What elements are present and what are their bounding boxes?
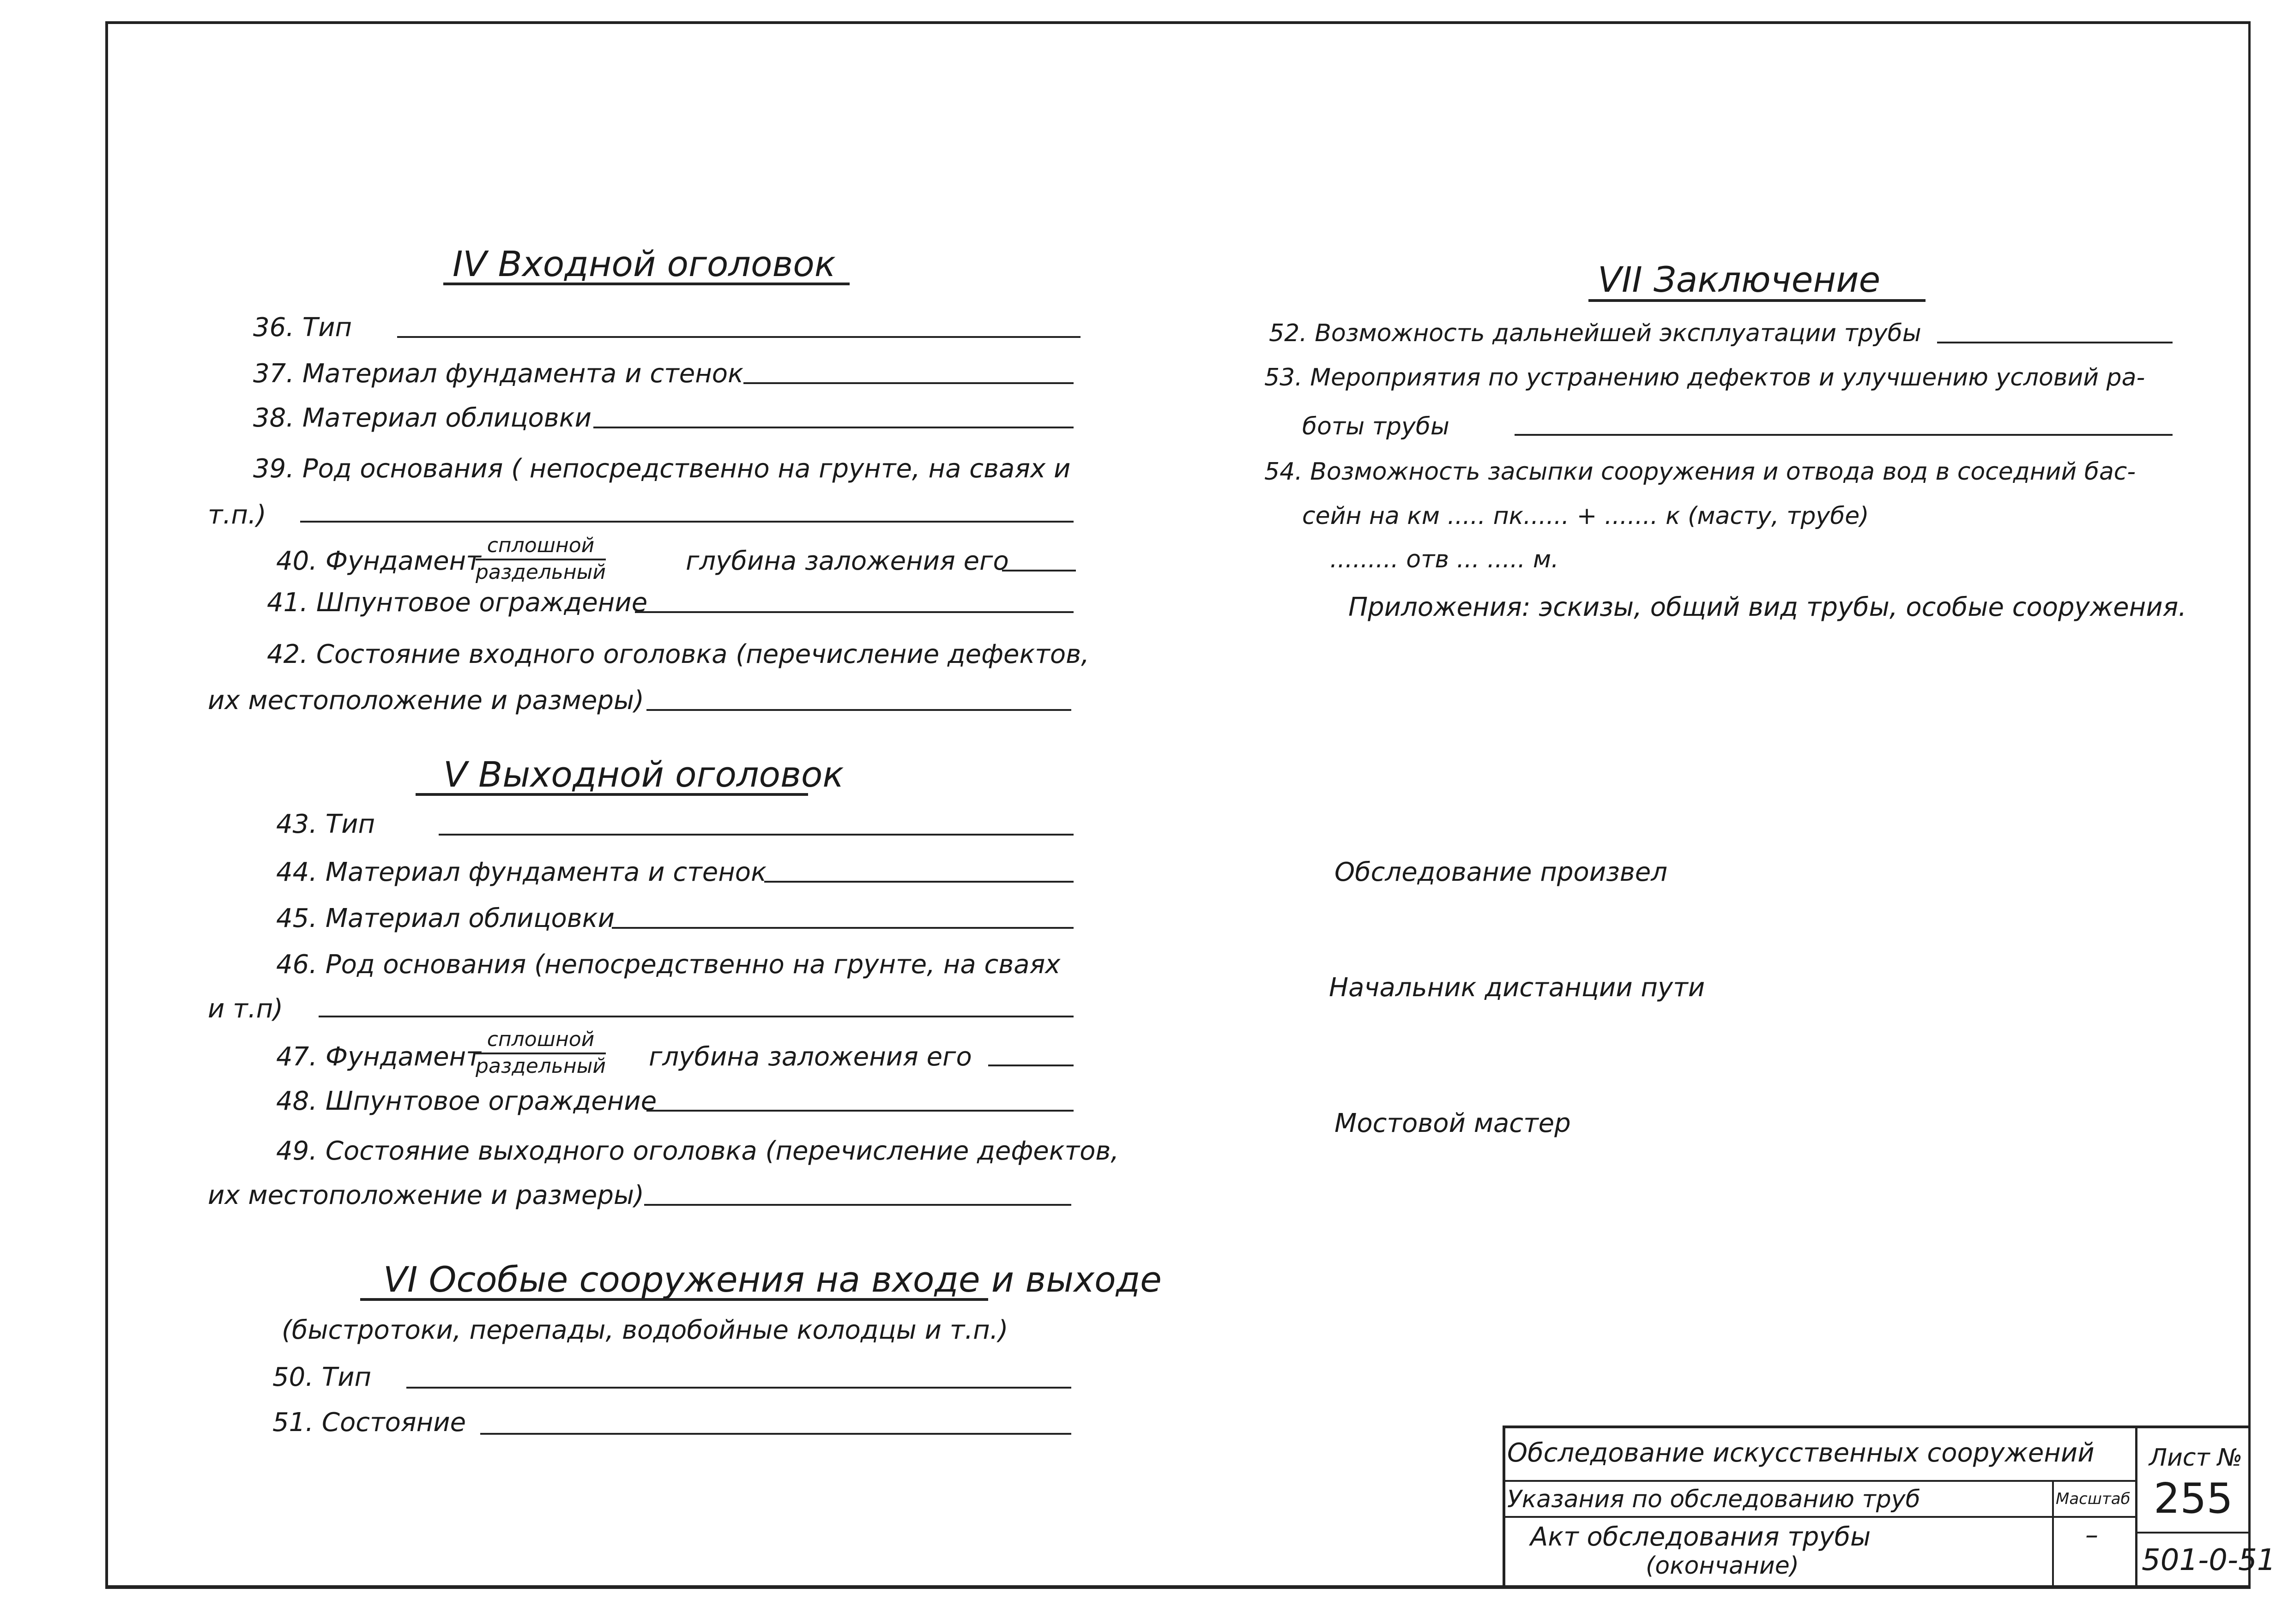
item-45: 45. Материал облицовки: [276, 903, 615, 933]
field-52[interactable]: [1937, 342, 2173, 343]
stamp-project-code: 501-0-51: [2142, 1543, 2276, 1577]
signature-distance-chief: Начальник дистанции пути: [1329, 973, 1705, 1003]
item-46-cont: и т.п): [208, 994, 284, 1024]
stamp-sheet-label: Лист №: [2149, 1444, 2243, 1472]
field-37[interactable]: [743, 382, 1074, 384]
field-36[interactable]: [397, 336, 1081, 338]
item-52: 52. Возможность дальнейшей эксплуатации трубы: [1269, 319, 1921, 347]
section-v-title: V Выходной оголовок: [443, 754, 844, 795]
stamp-org-title: Обследование искусственных сооружений: [1507, 1438, 2095, 1468]
fraction-denominator: раздельный: [476, 1054, 606, 1078]
signature-inspected-by: Обследование произвел: [1334, 857, 1668, 887]
item-40-depth: глубина заложения его: [686, 546, 1009, 576]
item-42: 42. Состояние входного оголовка (перечисление дефектов,: [267, 639, 1089, 669]
foundation-fraction-iv: [476, 535, 606, 583]
section-v-title-underline: [416, 793, 808, 796]
signature-bridge-master: Мостовой мастер: [1334, 1108, 1571, 1138]
item-43: 43. Тип: [276, 809, 375, 839]
stamp-sheet-number: 255: [2154, 1474, 2233, 1523]
section-vi-title: VI Особые сооружения на входе и выходе: [383, 1259, 1162, 1300]
item-41: 41. Шпунтовое ограждение: [267, 588, 648, 618]
fraction-numerator: сплошной: [476, 535, 606, 560]
section-iv-title: IV Входной оголовок: [453, 243, 836, 284]
field-48[interactable]: [646, 1110, 1074, 1112]
item-54: 54. Возможность засыпки сооружения и отвода вод в соседний бас-: [1264, 458, 2136, 486]
item-44: 44. Материал фундамента и стенок: [276, 857, 767, 887]
field-43[interactable]: [439, 834, 1074, 836]
field-50[interactable]: [406, 1387, 1071, 1389]
drawing-frame: [105, 21, 2251, 1589]
stamp-doc-title: Указания по обследованию труб: [1507, 1486, 1920, 1513]
field-49[interactable]: [644, 1204, 1071, 1206]
field-42[interactable]: [646, 709, 1071, 711]
item-51: 51. Состояние: [272, 1407, 466, 1438]
item-49-cont: их местоположение и размеры): [208, 1180, 644, 1210]
attachments: Приложения: эскизы, общий вид трубы, особые сооружения.: [1348, 592, 2187, 622]
item-53-cont: боты трубы: [1302, 413, 1449, 440]
field-53[interactable]: [1515, 434, 2173, 436]
item-39: 39. Род основания ( непосредственно на грунте, на сваях и: [253, 454, 1071, 484]
field-51[interactable]: [480, 1433, 1071, 1435]
foundation-fraction-v: [476, 1029, 606, 1077]
field-45[interactable]: [612, 927, 1074, 929]
field-38[interactable]: [593, 427, 1074, 428]
item-47-depth: глубина заложения его: [649, 1042, 972, 1072]
stamp-scale-value: –: [2085, 1520, 2098, 1550]
title-block: [1503, 1426, 2276, 1589]
section-vii-title: VII Заключение: [1598, 259, 1881, 300]
item-40: 40. Фундамент: [276, 546, 481, 576]
item-42-cont: их местоположение и размеры): [208, 686, 644, 716]
fraction-denominator: раздельный: [476, 560, 606, 584]
field-39[interactable]: [300, 521, 1074, 523]
stamp-scale-label: Масштаб: [2056, 1490, 2131, 1508]
section-iv-title-underline: [443, 283, 850, 285]
item-50: 50. Тип: [272, 1362, 372, 1392]
item-53: 53. Мероприятия по устранению дефектов и улучшению условий ра-: [1264, 364, 2145, 391]
field-47[interactable]: [988, 1065, 1074, 1066]
stamp-sheet-title: Акт обследования трубы: [1530, 1522, 1871, 1552]
item-54-cont1: сейн на км ..... пк...... + ....... к (масту, трубе): [1302, 502, 1869, 530]
stamp-sheet-subtitle: (окончание): [1646, 1552, 1799, 1580]
field-40[interactable]: [1002, 570, 1076, 571]
item-54-cont2: ......... отв ... ..... м.: [1330, 546, 1559, 573]
item-49: 49. Состояние выходного оголовка (перечисление дефектов,: [276, 1136, 1119, 1166]
fraction-numerator: сплошной: [476, 1029, 606, 1054]
field-41[interactable]: [635, 611, 1074, 613]
item-39-cont: т.п.): [208, 500, 266, 530]
item-46: 46. Род основания (непосредственно на грунте, на сваях: [276, 950, 1061, 980]
item-36: 36. Тип: [253, 313, 352, 343]
field-46[interactable]: [319, 1016, 1074, 1017]
item-37: 37. Материал фундамента и стенок: [253, 359, 743, 389]
section-vi-subtitle: (быстротоки, перепады, водобойные колодцы и т.п.): [282, 1315, 1008, 1345]
item-48: 48. Шпунтовое ограждение: [276, 1086, 657, 1116]
field-44[interactable]: [764, 881, 1074, 883]
section-vi-title-underline: [360, 1298, 988, 1301]
section-vii-title-underline: [1588, 299, 1926, 302]
item-38: 38. Материал облицовки: [253, 403, 592, 433]
item-47: 47. Фундамент: [276, 1042, 481, 1072]
